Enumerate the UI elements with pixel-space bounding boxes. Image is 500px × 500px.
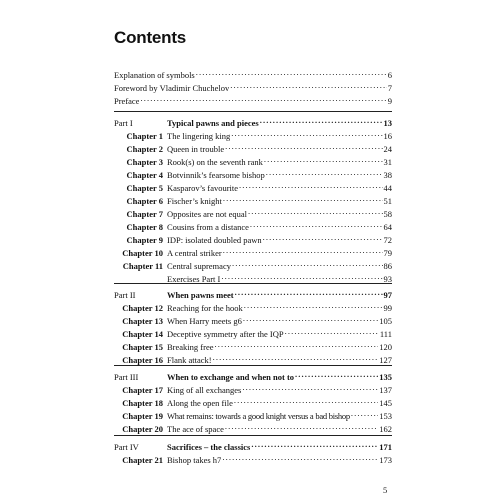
chapter-page: 137: [379, 385, 392, 395]
chapter-page: 120: [379, 342, 392, 352]
chapter-title: IDP: isolated doubled pawn: [167, 235, 262, 245]
dot-leader: [351, 409, 378, 419]
chapter-title: Cousins from a distance: [167, 222, 249, 232]
dot-leader: [264, 155, 383, 165]
page-title: Contents: [114, 28, 187, 47]
chapter-label: Chapter 18: [122, 398, 163, 408]
chapter-title: Kasparov’s favourite: [167, 183, 239, 193]
dot-leader: [263, 233, 383, 243]
chapter-entry: [114, 207, 392, 220]
entry-title: Foreword by Vladimir Chuchelov: [114, 83, 230, 93]
front-matter-entry: [114, 81, 392, 94]
entry-page: 9: [387, 96, 392, 106]
chapter-entry: [114, 422, 392, 435]
chapter-title: The ace of space: [167, 424, 224, 434]
chapter-label: Chapter 2: [126, 144, 163, 154]
chapter-label: Chapter 3: [126, 157, 163, 167]
chapter-title: Fischer’s knight: [167, 196, 222, 206]
chapter-entry: [114, 142, 392, 155]
chapter-page: 79: [383, 248, 392, 258]
dot-leader: [222, 453, 378, 463]
front-matter-entry: [114, 68, 392, 81]
chapter-page: 31: [383, 157, 392, 167]
entry-page: 7: [387, 83, 392, 93]
chapter-entry: [114, 168, 392, 181]
section-divider: [114, 111, 392, 112]
part-label: Part I: [114, 118, 133, 128]
chapter-label: Chapter 8: [126, 222, 163, 232]
dot-leader: [285, 327, 379, 337]
chapter-entry: [114, 259, 392, 272]
chapter-label: Chapter 5: [126, 183, 163, 193]
part-page: 171: [379, 442, 392, 452]
chapter-title: Along the open file: [167, 398, 233, 408]
chapter-page: 111: [379, 329, 392, 339]
chapter-page: 38: [383, 170, 392, 180]
chapter-title: Central supremacy: [167, 261, 231, 271]
chapter-page: 162: [379, 424, 392, 434]
chapter-page: 99: [383, 303, 392, 313]
section-divider: [114, 283, 392, 284]
chapter-entry: [114, 383, 392, 396]
chapter-label: Chapter 16: [122, 355, 163, 365]
dot-leader: [215, 340, 379, 350]
chapter-page: 105: [379, 316, 392, 326]
dot-leader: [196, 68, 387, 78]
chapter-entry: [114, 129, 392, 142]
entry-title: Preface: [114, 96, 140, 106]
chapter-entry: [114, 155, 392, 168]
dot-leader: [221, 272, 382, 282]
chapter-label: Chapter 20: [122, 424, 163, 434]
part-section-3: [114, 370, 392, 435]
part-page: 97: [383, 290, 392, 300]
chapter-title: When Harry meets g6: [167, 316, 242, 326]
chapter-entry: [114, 246, 392, 259]
dot-leader: [242, 383, 378, 393]
chapter-title: What remains: towards a good knight versus a bad bishop: [167, 411, 350, 421]
part-heading: [114, 288, 392, 301]
chapter-label: Chapter 4: [126, 170, 163, 180]
chapter-title: King of all exchanges: [167, 385, 242, 395]
dot-leader: [231, 129, 382, 139]
part-heading: [114, 370, 392, 383]
dot-leader: [266, 168, 383, 178]
dot-leader: [234, 396, 378, 406]
chapter-label: Chapter 7: [126, 209, 163, 219]
dot-leader: [251, 440, 378, 450]
chapter-title: Queen in trouble: [167, 144, 225, 154]
chapter-title: Reaching for the hook: [167, 303, 243, 313]
chapter-entry: [114, 453, 392, 466]
chapter-entry: [114, 314, 392, 327]
part-title: Sacrifices – the classics: [167, 442, 251, 452]
chapter-label: Chapter 21: [122, 455, 163, 465]
part-label: Part II: [114, 290, 136, 300]
chapter-entry: [114, 301, 392, 314]
chapter-page: 44: [383, 183, 392, 193]
part-label: Part III: [114, 372, 139, 382]
entry-page: 6: [387, 70, 392, 80]
dot-leader: [239, 181, 382, 191]
chapter-page: 64: [383, 222, 392, 232]
chapter-title: The lingering king: [167, 131, 231, 141]
chapter-label: Chapter 12: [122, 303, 163, 313]
chapter-title: Flank attack!: [167, 355, 212, 365]
part-section-2: [114, 288, 392, 366]
dot-leader: [295, 370, 378, 380]
chapter-label: Chapter 17: [122, 385, 163, 395]
chapter-title: Deceptive symmetry after the IQP: [167, 329, 284, 339]
chapter-page: 16: [383, 131, 392, 141]
chapter-entry: [114, 327, 392, 340]
chapter-label: Chapter 15: [122, 342, 163, 352]
chapter-title: Rook(s) on the seventh rank: [167, 157, 263, 167]
dot-leader: [250, 220, 383, 230]
chapter-page: 51: [383, 196, 392, 206]
chapter-label: Chapter 1: [126, 131, 163, 141]
part-page: 13: [383, 118, 392, 128]
chapter-entry: [114, 181, 392, 194]
chapter-title: Opposites are not equal: [167, 209, 248, 219]
chapter-page: 127: [379, 355, 392, 365]
chapter-page: 145: [379, 398, 392, 408]
part-section-1: [114, 116, 392, 285]
chapter-page: 72: [383, 235, 392, 245]
dot-leader: [244, 301, 383, 311]
part-title: When pawns meet: [167, 290, 234, 300]
dot-leader: [230, 81, 386, 91]
front-matter-entry: [114, 94, 392, 107]
chapter-label: Chapter 14: [122, 329, 163, 339]
page-number: 5: [383, 485, 388, 495]
dot-leader: [223, 194, 383, 204]
chapter-page: 24: [383, 144, 392, 154]
chapter-entry: [114, 396, 392, 409]
section-divider: [114, 365, 392, 366]
dot-leader: [248, 207, 382, 217]
chapter-entry: [114, 220, 392, 233]
dot-leader: [225, 422, 378, 432]
entry-title: Explanation of symbols: [114, 70, 195, 80]
part-section-4: [114, 440, 392, 466]
chapter-label: Chapter 13: [122, 316, 163, 326]
chapter-label: Chapter 19: [122, 411, 163, 421]
part-label: Part IV: [114, 442, 139, 452]
section-divider: [114, 435, 392, 436]
chapter-page: 153: [379, 411, 392, 421]
chapter-page: 173: [379, 455, 392, 465]
dot-leader: [243, 314, 378, 324]
dot-leader: [260, 116, 383, 126]
chapter-entry: [114, 233, 392, 246]
chapter-title: A central striker: [167, 248, 222, 258]
chapter-entry: [114, 409, 392, 422]
chapter-label: Chapter 9: [126, 235, 163, 245]
chapter-entry: [114, 194, 392, 207]
dot-leader: [232, 259, 383, 269]
dot-leader: [223, 246, 383, 256]
dot-leader: [235, 288, 383, 298]
chapter-title: Botvinnik’s fearsome bishop: [167, 170, 265, 180]
part-title: Typical pawns and pieces: [167, 118, 259, 128]
part-heading: [114, 440, 392, 453]
chapter-title: Exercises Part I: [167, 274, 221, 284]
chapter-label: Chapter 10: [122, 248, 163, 258]
dot-leader: [140, 94, 386, 104]
chapter-page: 58: [383, 209, 392, 219]
dot-leader: [225, 142, 382, 152]
part-title: When to exchange and when not to: [167, 372, 295, 382]
chapter-title: Breaking free: [167, 342, 214, 352]
part-heading: [114, 116, 392, 129]
part-page: 135: [379, 372, 392, 382]
chapter-page: 93: [383, 274, 392, 284]
chapter-title: Bishop takes h7: [167, 455, 222, 465]
chapter-page: 86: [383, 261, 392, 271]
chapter-entry: [114, 340, 392, 353]
chapter-label: Chapter 6: [126, 196, 163, 206]
chapter-label: Chapter 11: [122, 261, 163, 271]
front-matter-list: [114, 68, 392, 107]
dot-leader: [213, 353, 379, 363]
